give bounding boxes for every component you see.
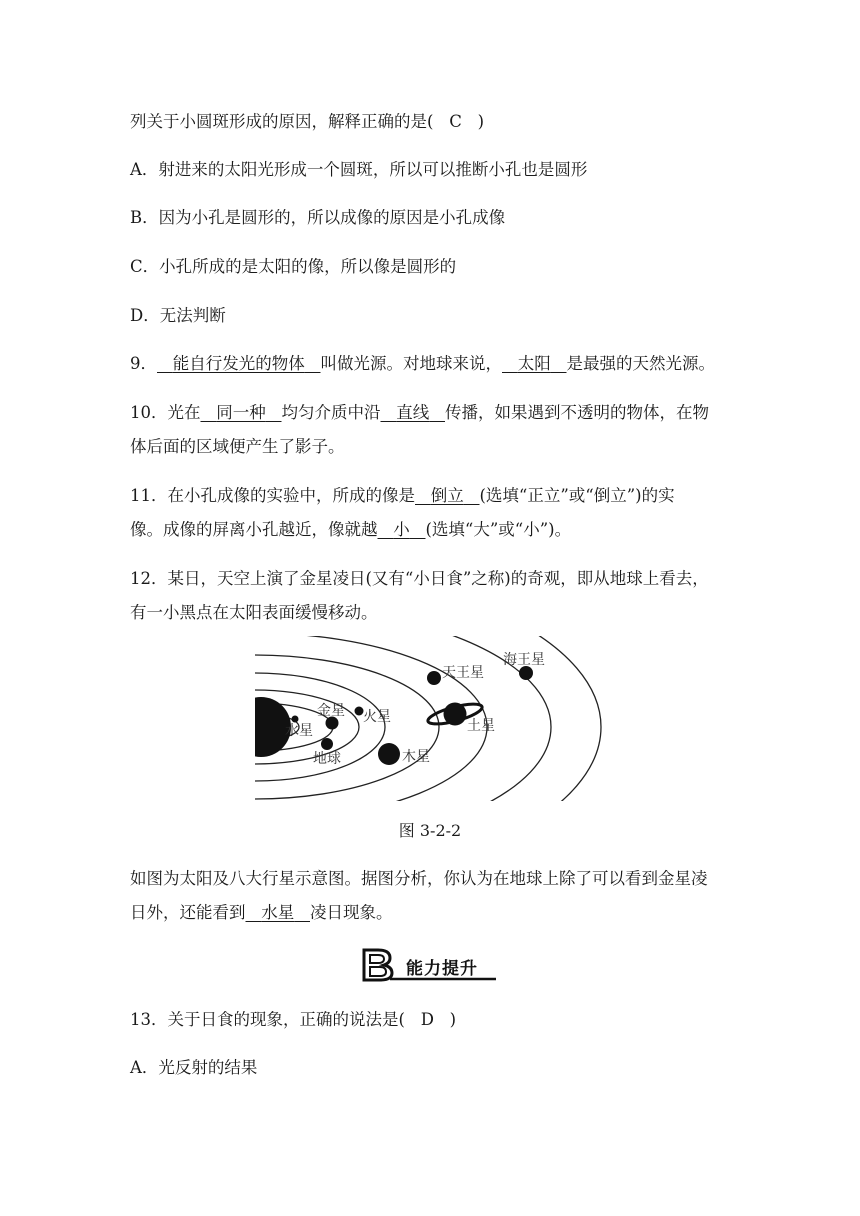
q10-line-1: 10．光在 同一种 均匀介质中沿 直线 传播，如果遇到不透明的物体，在物 — [130, 403, 709, 422]
q8-option-d: D．无法判断 — [130, 306, 226, 325]
q8-answer: C — [449, 112, 462, 131]
label-venus: 金星 — [317, 703, 345, 719]
section-title: 能力提升 — [406, 959, 478, 979]
figure-caption: 图 3-2-2 — [398, 821, 462, 840]
q12-line-1: 12．某日，天空上演了金星凌日(又有“小日食”之称)的奇观，即从地球上看去， — [130, 569, 709, 588]
planet-neptune — [519, 666, 533, 680]
q10-blank-2: 直线 — [396, 403, 430, 422]
q11-line-2: 像。成像的屏离小孔越近，像就越 小 (选填“大”或“小”)。 — [130, 520, 572, 539]
q8-option-c: C．小孔所成的是太阳的像，所以像是圆形的 — [130, 257, 457, 276]
label-earth: 地球 — [313, 751, 341, 767]
label-neptune: 海王星 — [503, 652, 545, 668]
planet-uranus — [427, 671, 441, 685]
q10-line-2: 体后面的区域便产生了影子。 — [130, 437, 345, 456]
q8-option-b: B．因为小孔是圆形的，所以成像的原因是小孔成像 — [130, 208, 506, 227]
label-saturn: 土星 — [467, 718, 495, 734]
q13-stem: 13．关于日食的现象，正确的说法是( D ) — [130, 1010, 457, 1029]
q9: 9． 能自行发光的物体 叫做光源。对地球来说， 太阳 是最强的天然光源。 — [130, 354, 715, 373]
badge-letter: B — [364, 978, 365, 979]
label-mars: 火星 — [363, 709, 391, 725]
q13-answer: D — [420, 1010, 434, 1029]
label-jupiter: 木星 — [402, 749, 430, 765]
q12-line-2: 有一小黑点在太阳表面缓慢移动。 — [130, 603, 378, 622]
q8-stem: 列关于小圆斑形成的原因，解释正确的是( C ) — [130, 112, 484, 131]
label-uranus: 天王星 — [442, 665, 484, 681]
q12-blank: 水星 — [261, 903, 295, 922]
q11-blank-1: 倒立 — [430, 486, 464, 505]
q9-blank-1: 能自行发光的物体 — [172, 354, 305, 373]
q12-after-2: 日外，还能看到 水星 凌日现象。 — [130, 903, 393, 922]
solar-system-figure — [255, 636, 605, 801]
q13-option-a: A．光反射的结果 — [130, 1058, 258, 1077]
q8-option-a: A．射进来的太阳光形成一个圆斑，所以可以推断小孔也是圆形 — [130, 160, 588, 179]
planet-earth — [321, 738, 333, 750]
planet-jupiter — [378, 743, 400, 765]
q12-after-1: 如图为太阳及八大行星示意图。据图分析，你认为在地球上除了可以看到金星凌 — [130, 869, 708, 888]
q10-blank-1: 同一种 — [216, 403, 266, 422]
q11-line-1: 11．在小孔成像的实验中，所成的像是 倒立 (选填“正立”或“倒立”)的实 — [130, 486, 675, 505]
q11-blank-2: 小 — [393, 520, 410, 539]
q9-blank-2: 太阳 — [517, 354, 551, 373]
label-mercury: 水星 — [285, 723, 313, 739]
planet-mercury — [292, 716, 299, 723]
